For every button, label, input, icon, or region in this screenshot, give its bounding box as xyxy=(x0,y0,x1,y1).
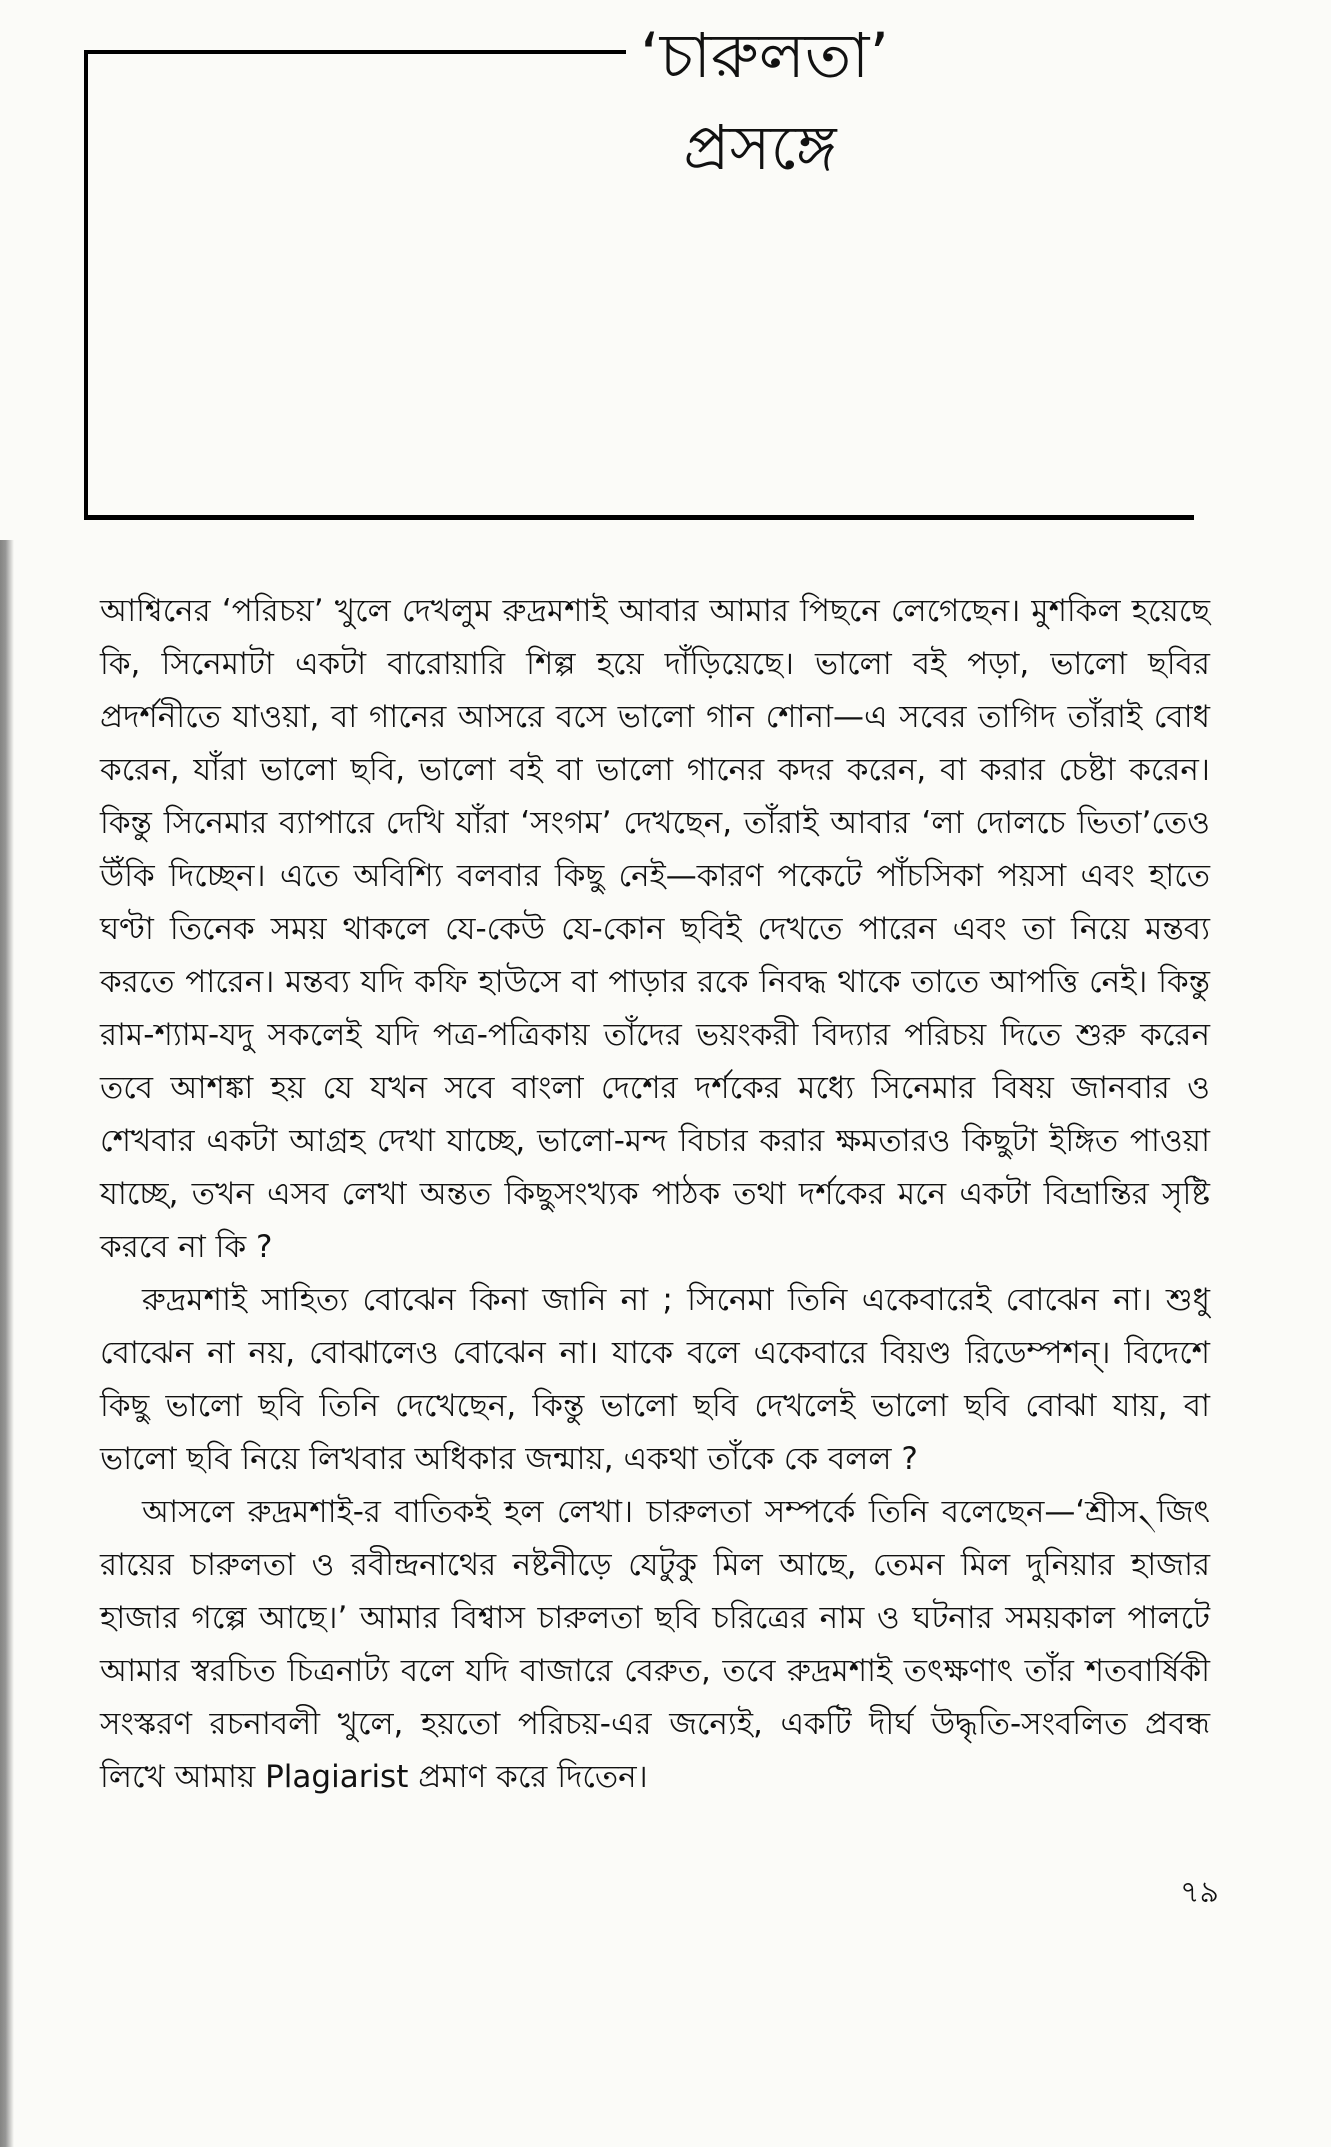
scan-shadow-edge xyxy=(0,540,14,2147)
title-frame-top-line xyxy=(84,50,626,54)
page-number: ৭৯ xyxy=(1180,1875,1219,1910)
paragraph-1: আশ্বিনের ‘পরিচয়’ খুলে দেখলুম রুদ্রমশাই আবার আমার পিছনে লেগেছেন। মুশকিল হয়েছে কি, সিনেমাটা একটা বারোয়ারি শিল্প হয়ে দাঁড়িয়েছে। ভালো বই পড়া, ভালো ছবির প্রদর্শনীতে যাওয়া, বা গানের আসরে বসে ভালো গান শোনা—এ সবের তাগিদ তাঁরাই বোধ করেন, যাঁরা ভালো ছবি, ভালো বই বা ভালো গানের কদর করেন, বা করার চেষ্টা করেন। কিন্তু সিনেমার ব্যাপারে দেখি যাঁরা ‘সংগম’ দেখছেন, তাঁরাই আবার ‘লা দোলচে ভিতা’তেও উঁকি দিচ্ছেন। এতে অবিশ্যি বলবার কিছু নেই—কারণ পকেটে পাঁচসিকা পয়সা এবং হাতে ঘণ্টা তিনেক সময় থাকলে যে-কেউ যে-কোন ছবিই দেখতে পারেন এবং তা নিয়ে মন্তব্য করতে পারেন। মন্তব্য যদি কফি হাউসে বা পাড়ার রকে নিবদ্ধ থাকে তাতে আপত্তি নেই। কিন্তু রাম-শ্যাম-যদু সকলেই যদি পত্র-পত্রিকায় তাঁদের ভয়ংকরী বিদ্যার পরিচয় দিতে শুরু করেন তবে আশঙ্কা হয় যে যখন সবে বাংলা দেশের দর্শকের মধ্যে সিনেমার বিষয় জানবার ও শেখবার একটা আগ্রহ দেখা যাচ্ছে, ভালো-মন্দ বিচার করার ক্ষমতারও কিছুটা ইঙ্গিত পাওয়া যাচ্ছে, তখন এসব লেখা অন্তত কিছুসংখ্যক পাঠক তথা দর্শকের মনে একটা বিভ্রান্তির সৃষ্টি করবে না কি ? xyxy=(100,593,1210,1265)
chapter-title: ‘চারুলতা’ xyxy=(640,19,890,92)
paragraph-3: আসলে রুদ্রমশাই-র বাতিকই হল লেখা। চারুলতা সম্পর্কে তিনি বলেছেন—‘শ্রীস৲জিৎ রায়ের চারুলতা ও রবীন্দ্রনাথের নষ্টনীড়ে যেটুকু মিল আছে, তেমন মিল দুনিয়ার হাজার হাজার গল্পে আছে।’ আমার বিশ্বাস চারুলতা ছবি চরিত্রের নাম ও ঘটনার সময়কাল পালটে আমার স্বরচিত চিত্রনাট্য বলে যদি বাজারে বেরুত, তবে রুদ্রমশাই তৎক্ষণাৎ তাঁর শতবার্ষিকী সংস্করণ রচনাবলী খুলে, হয়তো পরিচয়-এর জন্যেই, একটি দীর্ঘ উদ্ধৃতি-সংবলিত প্রবন্ধ লিখে আমায় Plagiarist প্রমাণ করে দিতেন। xyxy=(100,1494,1210,1795)
article-body xyxy=(100,585,1210,1804)
chapter-subtitle: প্রসঙ্গে xyxy=(683,111,837,184)
paragraph-2: রুদ্রমশাই সাহিত্য বোঝেন কিনা জানি না ; সিনেমা তিনি একেবারেই বোঝেন না। শুধু বোঝেন না নয়, বোঝালেও বোঝেন না। যাকে বলে একেবারে বিয়ণ্ড রিডেম্পশন্। বিদেশে কিছু ভালো ছবি তিনি দেখেছেন, কিন্তু ভালো ছবি দেখলেই ভালো ছবি বোঝা যায়, বা ভালো ছবি নিয়ে লিখবার অধিকার জন্মায়, একথা তাঁকে কে বলল ? xyxy=(100,1282,1210,1477)
